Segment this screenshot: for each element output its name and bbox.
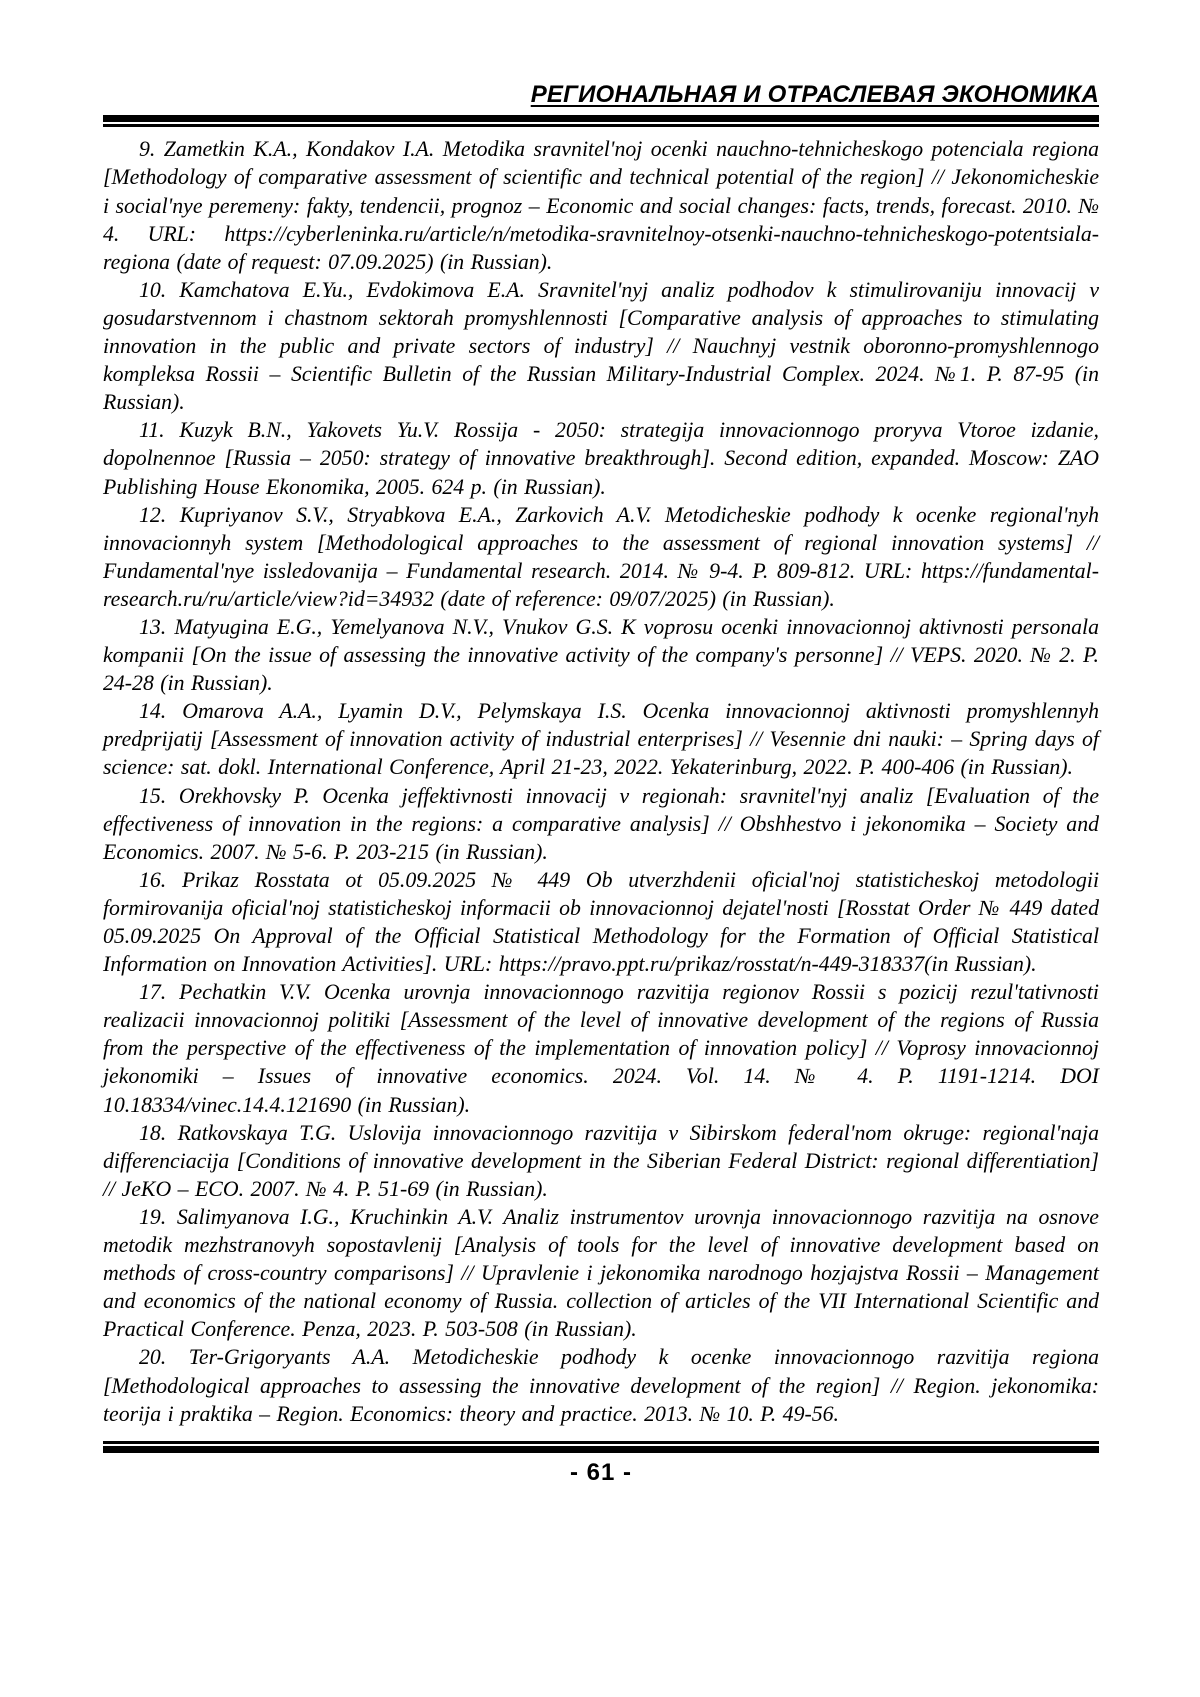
reference-item: 10. Kamchatova E.Yu., Evdokimova E.A. Sravnitel'nyj analiz podhodov k stimulirovaniju innovacij v gosudarstvennom i chastnom sektorah promyshlennosti [Comparative analysis of approaches to stimulating innovation in the public and private sectors of industry] // Nauchnyj vestnik oboronno-promyshlennogo kompleksa Rossii – Scientific Bulletin of the Russian Military-Industrial Complex. 2024. №1. P. 87-95 (in Russian). xyxy=(103,277,1099,415)
reference-item: 12. Kupriyanov S.V., Stryabkova E.A., Zarkovich A.V. Metodicheskie podhody k ocenke regional'nyh innovacionnyh system [Methodological approaches to the assessment of regional innovation systems] // Fundamental'nye issledovanija – Fundamental research. 2014. № 9-4. P. 809-812. URL: https://fundamental-research.ru/ru/article/view?id=34932 (date of reference: 09/07/2025) (in Russian). xyxy=(103,502,1099,611)
reference-item: 20. Ter-Grigoryants A.A. Metodicheskie podhody k ocenke innovacionnogo razvitija regiona [Methodological approaches to assessing the innovative development of the region] // Region. jekonomika: teorija i praktika – Region. Economics: theory and practice. 2013. № 10. P. 49-56. xyxy=(103,1345,1099,1426)
page-number: - 61 - xyxy=(569,1458,632,1486)
reference-item: 11. Kuzyk B.N., Yakovets Yu.V. Rossija - 2050: strategija innovacionnogo proryva Vtoroe izdanie, dopolnennoe [Russia – 2050: strategy of innovative breakthrough]. Second edition, expanded. Moscow: ZAO Publishing House Ekonomika, 2005. 624 p. (in Russian). xyxy=(103,418,1099,499)
reference-item: 18. Ratkovskaya T.G. Uslovija innovacionnogo razvitija v Sibirskom federal'nom okruge: regional'naja differenciacija [Conditions of innovative development in the Siberian Federal District: regional differentiation] // JeKO – ECO. 2007. № 4. P. 51-69 (in Russian). xyxy=(103,1120,1099,1201)
references-list xyxy=(103,135,1099,1427)
reference-item: 9. Zametkin K.A., Kondakov I.A. Metodika sravnitel'noj ocenki nauchno-tehnicheskogo potenciala regiona [Methodology of comparative assessment of scientific and technical potential of the region] // Jekonomicheskie i social'nye peremeny: fakty, tendencii, prognoz – Economic and social changes: facts, trends, forecast. 2010. № 4. URL: https://cyberleninka.ru/article/n/metodika-sravnitelnoy-otsenki-nauchno-tehnicheskogo-potentsiala-regiona (date of request: 07.09.2025) (in Russian). xyxy=(103,137,1099,274)
page-content xyxy=(103,82,1099,1487)
header-rule xyxy=(103,115,1099,127)
reference-item: 15. Orekhovsky P. Ocenka jeffektivnosti innovacij v regionah: sravnitel'nyj analiz [Evaluation of the effectiveness of innovation in the regions: a comparative analysis] // Obshhestvo i jekonomika – Society and Economics. 2007. № 5-6. P. 203-215 (in Russian). xyxy=(103,783,1099,864)
footer-rule xyxy=(103,1441,1099,1453)
reference-item: 17. Pechatkin V.V. Ocenka urovnja innovacionnogo razvitija regionov Rossii s pozicij rezul'tativnosti realizacii innovacionnoj politiki [Assessment of the level of innovative development of the regions of Russia from the perspective of the effectiveness of the implementation of innovation policy] // Voprosy innovacionnoj jekonomiki – Issues of innovative economics. 2024. Vol. 14. № 4. P. 1191-1214. DOI 10.18334/vinec.14.4.121690 (in Russian). xyxy=(103,980,1099,1117)
reference-item: 14. Omarova A.A., Lyamin D.V., Pelymskaya I.S. Ocenka innovacionnoj aktivnosti promyshlennyh predprijatij [Assessment of innovation activity of industrial enterprises] // Vesennie dni nauki: – Spring days of science: sat. dokl. International Conference, April 21-23, 2022. Yekaterinburg, 2022. P. 400-406 (in Russian). xyxy=(103,699,1099,780)
running-head-title: РЕГИОНАЛЬНАЯ И ОТРАСЛЕВАЯ ЭКОНОМИКА xyxy=(530,81,1099,108)
reference-item: 16. Prikaz Rosstata ot 05.09.2025 № 449 Ob utverzhdenii oficial'noj statisticheskoj metodologii formirovanija oficial'noj statisticheskoj informacii ob innovacionnoj dejatel'nosti [Rosstat Order № 449 dated 05.09.2025 On Approval of the Official Statistical Methodology for the Formation of Official Statistical Information on Innovation Activities]. URL: https://pravo.ppt.ru/prikaz/rosstat/n-449-318337(in Russian). xyxy=(103,867,1099,977)
reference-item: 13. Matyugina E.G., Yemelyanova N.V., Vnukov G.S. K voprosu ocenki innovacionnoj aktivnosti personala kompanii [On the issue of assessing the innovative activity of the company's personne] // VEPS. 2020. № 2. P. 24-28 (in Russian). xyxy=(103,614,1099,696)
reference-item: 19. Salimyanova I.G., Kruchinkin A.V. Analiz instrumentov urovnja innovacionnogo razvitija na osnove metodik mezhstranovyh sopostavlenij [Analysis of tools for the level of innovative development based on methods of cross-country comparisons] // Upravlenie i jekonomika narodnogo hozjajstva Rossii – Management and economics of the national economy of Russia. collection of articles of the VII International Scientific and Practical Conference. Penza, 2023. P. 503-508 (in Russian). xyxy=(103,1204,1099,1342)
